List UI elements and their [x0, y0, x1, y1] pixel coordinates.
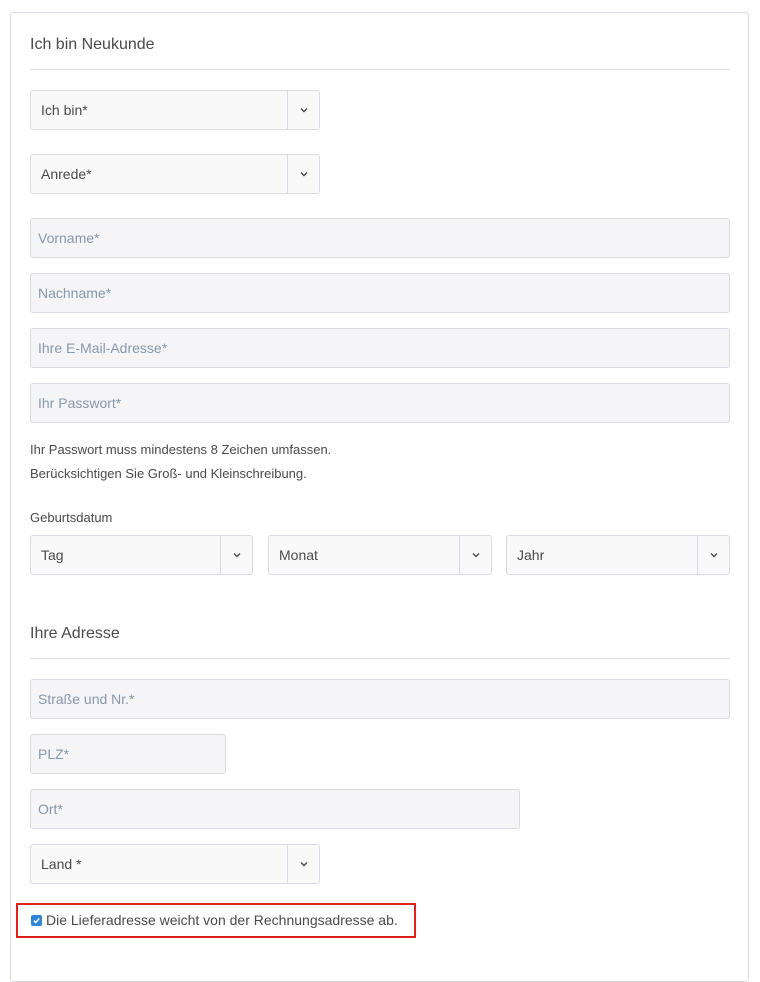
- country-select[interactable]: [30, 844, 320, 884]
- customer-type-select[interactable]: [30, 90, 320, 130]
- heading-divider: [30, 69, 730, 70]
- shipping-address-checkbox[interactable]: [31, 915, 42, 926]
- last-name-input[interactable]: [30, 273, 730, 313]
- birthdate-year-select[interactable]: [506, 535, 730, 575]
- password-hint-line-1: Ihr Passwort muss mindestens 8 Zeichen umfassen.: [30, 442, 332, 457]
- shipping-address-label[interactable]: Die Lieferadresse weicht von der Rechnungsadresse ab.: [46, 912, 398, 928]
- check-icon: [32, 916, 41, 925]
- first-name-input[interactable]: [30, 218, 730, 258]
- address-divider: [30, 658, 730, 659]
- last-name-placeholder: Nachname*: [38, 285, 112, 301]
- city-placeholder: Ort*: [38, 801, 63, 817]
- new-customer-heading: Ich bin Neukunde: [30, 36, 155, 53]
- customer-type-value: Ich bin*: [41, 102, 88, 118]
- birthdate-month-select[interactable]: [268, 535, 492, 575]
- street-placeholder: Straße und Nr.*: [38, 691, 135, 707]
- address-heading: Ihre Adresse: [30, 625, 120, 642]
- password-hint: [30, 438, 331, 486]
- password-input[interactable]: [30, 383, 730, 423]
- birthdate-label: Geburtsdatum: [30, 510, 113, 525]
- email-placeholder: Ihre E-Mail-Adresse*: [38, 340, 168, 356]
- city-input[interactable]: [30, 789, 520, 829]
- shipping-address-highlight: [16, 903, 416, 938]
- birthdate-month-value: Monat: [279, 547, 318, 563]
- password-placeholder: Ihr Passwort*: [38, 395, 122, 411]
- chevron-down-icon: [220, 536, 252, 574]
- country-value: Land *: [41, 856, 82, 872]
- chevron-down-icon: [697, 536, 729, 574]
- birthdate-day-value: Tag: [41, 547, 64, 563]
- email-input[interactable]: [30, 328, 730, 368]
- birthdate-day-select[interactable]: [30, 535, 253, 575]
- password-hint-line-2: Berücksichtigen Sie Groß- und Kleinschreibung.: [30, 466, 307, 481]
- chevron-down-icon: [287, 845, 319, 883]
- chevron-down-icon: [287, 91, 319, 129]
- birthdate-year-value: Jahr: [517, 547, 545, 563]
- zip-input[interactable]: [30, 734, 226, 774]
- first-name-placeholder: Vorname*: [38, 230, 100, 246]
- street-input[interactable]: [30, 679, 730, 719]
- salutation-value: Anrede*: [41, 166, 92, 182]
- zip-placeholder: PLZ*: [38, 746, 70, 762]
- salutation-select[interactable]: [30, 154, 320, 194]
- chevron-down-icon: [459, 536, 491, 574]
- chevron-down-icon: [287, 155, 319, 193]
